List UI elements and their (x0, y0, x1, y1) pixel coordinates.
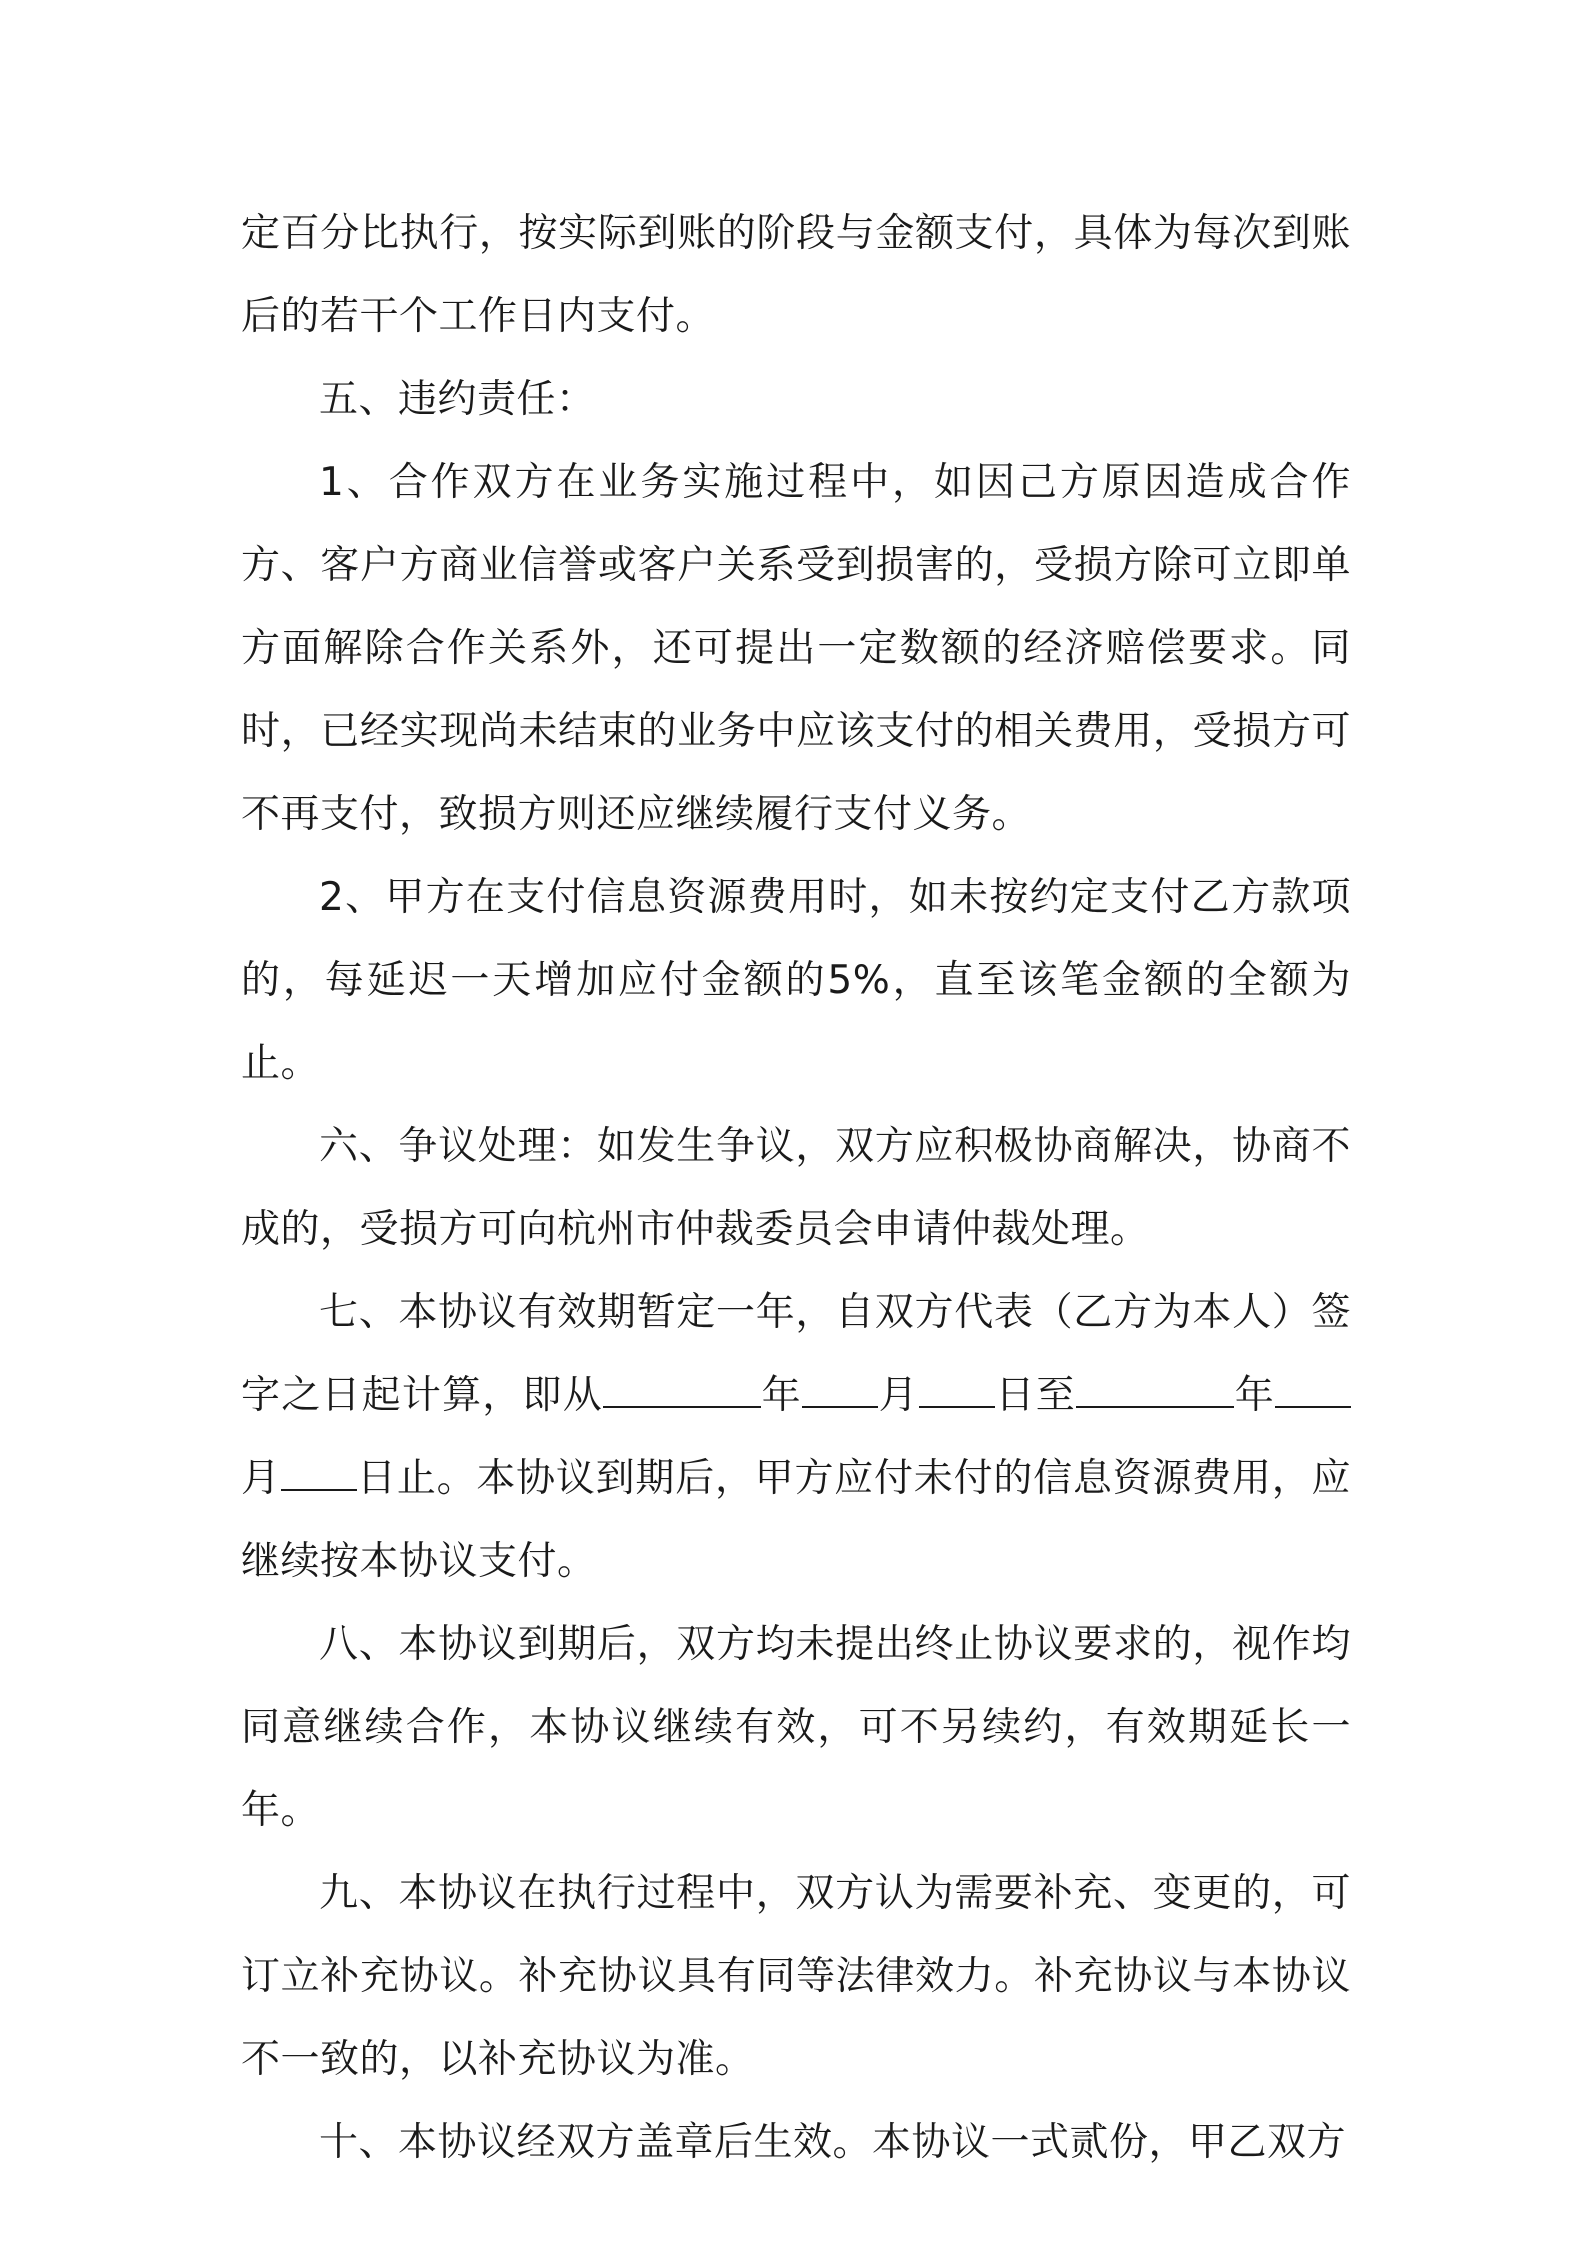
validity-text-5: 年 (1234, 1373, 1275, 1418)
validity-text-4: 日至 (994, 1373, 1076, 1418)
blank-end-day (281, 1447, 357, 1491)
blank-start-year (603, 1364, 761, 1408)
validity-text-2: 年 (760, 1373, 802, 1418)
paragraph-auto-renewal: 八、本协议到期后，双方均未提出终止协议要求的，视作均同意继续合作，本协议继续有效，可不另续约，有效期延长一年。 (241, 1622, 1351, 1833)
paragraph-validity-period (241, 1271, 1351, 1603)
blank-end-month (1275, 1364, 1351, 1408)
validity-text-1: 七、本协议有效期暂定一年，自双方代表（乙方为本人）签字之日起计算，即从 (241, 1290, 1351, 1418)
validity-text-7: 日止。本协议到期后，甲方应付未付的信息资源费用，应继续按本协议支付。 (241, 1456, 1351, 1584)
paragraph-dispute-resolution: 六、争议处理：如发生争议，双方应积极协商解决，协商不成的，受损方可向杭州市仲裁委员会申请仲裁处理。 (241, 1124, 1351, 1252)
section-heading-breach-liability: 五、违约责任： (319, 377, 596, 422)
paragraph-effectiveness: 十、本协议经双方盖章后生效。本协议一式贰份，甲乙双方 (319, 2120, 1347, 2165)
paragraph-payment-continuation: 定百分比执行，按实际到账的阶段与金额支付，具体为每次到账后的若干个工作日内支付。 (241, 211, 1351, 339)
blank-start-month (802, 1364, 878, 1408)
validity-text-3: 月 (877, 1373, 919, 1418)
paragraph-breach-clause-2: 2、甲方在支付信息资源费用时，如未按约定支付乙方款项的，每延迟一天增加应付金额的5%，直至该笔金额的全额为止。 (241, 875, 1351, 1086)
document-body (241, 192, 1351, 2184)
validity-text-6: 月 (241, 1456, 281, 1501)
blank-start-day (919, 1364, 995, 1408)
paragraph-supplementary-agreement: 九、本协议在执行过程中，双方认为需要补充、变更的，可订立补充协议。补充协议具有同等法律效力。补充协议与本协议不一致的，以补充协议为准。 (241, 1871, 1351, 2082)
blank-end-year (1076, 1364, 1234, 1408)
paragraph-breach-clause-1: 1、合作双方在业务实施过程中，如因己方原因造成合作方、客户方商业信誉或客户关系受到损害的，受损方除可立即单方面解除合作关系外，还可提出一定数额的经济赔偿要求。同时，已经实现尚未结束的业务中应该支付的相关费用，受损方可不再支付，致损方则还应继续履行支付义务。 (241, 460, 1351, 837)
